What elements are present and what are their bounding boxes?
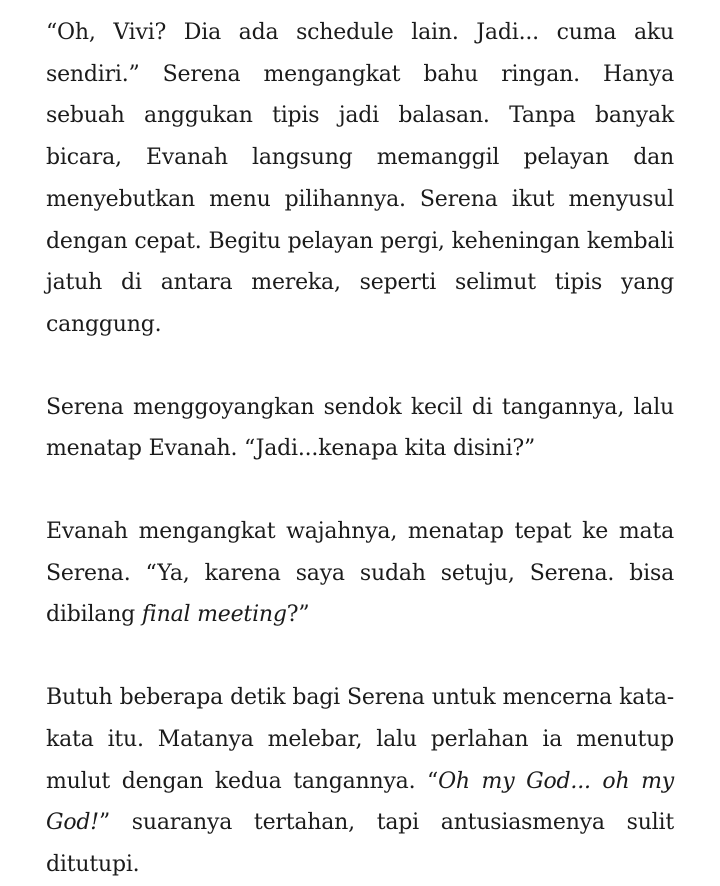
paragraph-4 bbox=[46, 677, 674, 886]
paragraph-3-text-start: Evanah mengangkat wajahnya, menatap tepat ke mata Serena. “Ya, karena saya sudah setuju, Serena. bisa dibilang bbox=[46, 519, 674, 628]
paragraph-4-text-start: Butuh beberapa detik bagi Serena untuk mencerna kata-kata itu. Matanya melebar, lalu perlahan ia menutup mulut dengan kedua tangannya. “ bbox=[46, 685, 674, 794]
paragraph-3-text-end: ?” bbox=[286, 602, 310, 628]
paragraph-4-italic-phrase: Oh my God... oh my God! bbox=[46, 768, 674, 836]
paragraph-3 bbox=[46, 511, 674, 636]
paragraph-3-italic-phrase: final meeting bbox=[141, 602, 287, 628]
paragraph-1 bbox=[46, 12, 674, 346]
paragraph-4-text-end: ” suaranya tertahan, tapi antusiasmenya sulit ditutupi. bbox=[46, 810, 674, 877]
document-page bbox=[46, 12, 674, 886]
paragraph-2 bbox=[46, 387, 674, 470]
paragraph-1-text: “Oh, Vivi? Dia ada schedule lain. Jadi... cuma aku sendiri.” Serena mengangkat bahu ringan. Hanya sebuah anggukan tipis jadi balasan. Tanpa banyak bicara, Evanah langsung memanggil pelayan dan menyebutkan menu pilihannya. Serena ikut menyusul dengan cepat. Begitu pelayan pergi, keheningan kembali jatuh di antara mereka, seperti selimut tipis yang canggung. bbox=[46, 20, 674, 337]
paragraph-2-text: Serena menggoyangkan sendok kecil di tangannya, lalu menatap Evanah. “Jadi...kenapa kita disini?” bbox=[46, 394, 674, 462]
